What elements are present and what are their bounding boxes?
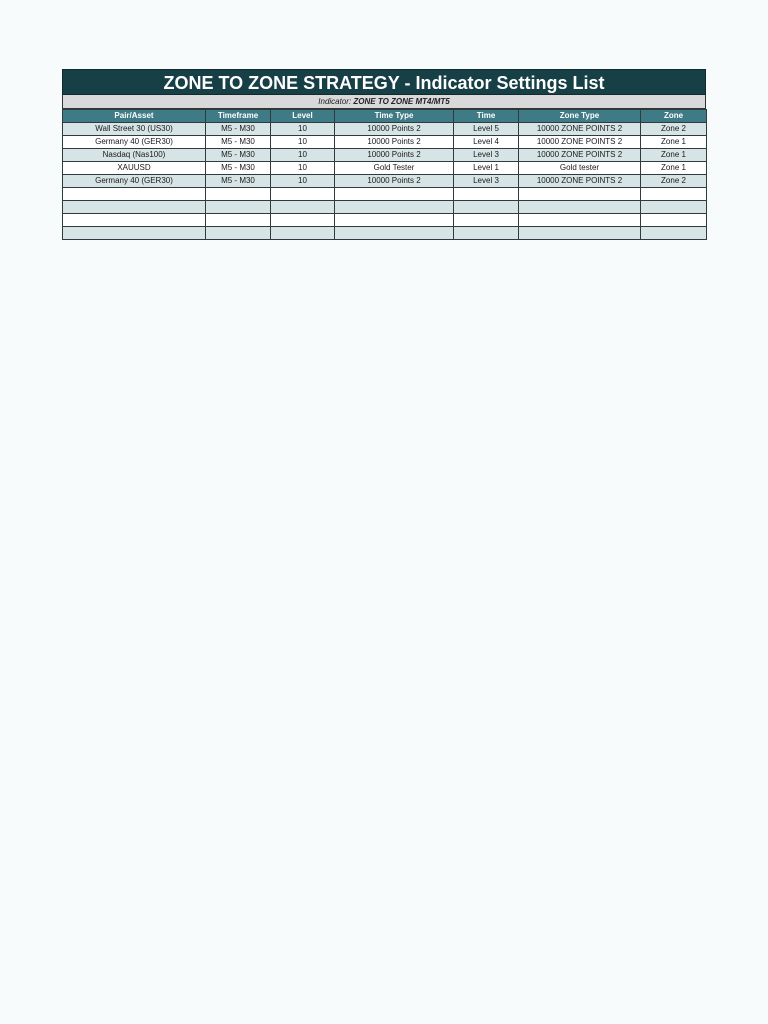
table-row bbox=[63, 123, 707, 136]
cell-pair-asset bbox=[63, 188, 206, 201]
cell-zone-type bbox=[519, 214, 641, 227]
cell-time: Level 3 bbox=[454, 175, 519, 188]
cell-zone-type: 10000 ZONE POINTS 2 bbox=[519, 175, 641, 188]
cell-zone: Zone 1 bbox=[641, 162, 707, 175]
cell-time-type bbox=[335, 227, 454, 240]
cell-pair-asset: Wall Street 30 (US30) bbox=[63, 123, 206, 136]
cell-time-type: 10000 Points 2 bbox=[335, 149, 454, 162]
cell-level bbox=[271, 214, 335, 227]
cell-level: 10 bbox=[271, 123, 335, 136]
cell-time-type: 10000 Points 2 bbox=[335, 123, 454, 136]
cell-timeframe bbox=[206, 214, 271, 227]
header-row bbox=[63, 110, 707, 123]
cell-zone-type: 10000 ZONE POINTS 2 bbox=[519, 136, 641, 149]
cell-level: 10 bbox=[271, 149, 335, 162]
cell-level bbox=[271, 227, 335, 240]
table-row bbox=[63, 175, 707, 188]
cell-timeframe bbox=[206, 227, 271, 240]
cell-time: Level 5 bbox=[454, 123, 519, 136]
cell-zone-type bbox=[519, 201, 641, 214]
cell-level bbox=[271, 188, 335, 201]
cell-pair-asset: XAUUSD bbox=[63, 162, 206, 175]
cell-pair-asset bbox=[63, 201, 206, 214]
cell-time-type bbox=[335, 201, 454, 214]
cell-zone-type bbox=[519, 188, 641, 201]
cell-time: Level 4 bbox=[454, 136, 519, 149]
cell-pair-asset bbox=[63, 227, 206, 240]
table-row-empty bbox=[63, 214, 707, 227]
cell-time: Level 3 bbox=[454, 149, 519, 162]
cell-pair-asset bbox=[63, 214, 206, 227]
cell-time bbox=[454, 214, 519, 227]
cell-time bbox=[454, 201, 519, 214]
cell-time bbox=[454, 227, 519, 240]
cell-timeframe: M5 - M30 bbox=[206, 123, 271, 136]
table-row-empty bbox=[63, 188, 707, 201]
indicator-subtitle bbox=[62, 95, 706, 109]
cell-level: 10 bbox=[271, 136, 335, 149]
column-header-pair-asset: Pair/Asset bbox=[63, 110, 206, 123]
cell-zone: Zone 1 bbox=[641, 136, 707, 149]
cell-time-type bbox=[335, 214, 454, 227]
table-row bbox=[63, 162, 707, 175]
table-row-empty bbox=[63, 227, 707, 240]
table-row bbox=[63, 136, 707, 149]
cell-zone-type: 10000 ZONE POINTS 2 bbox=[519, 123, 641, 136]
column-header-zone-type: Zone Type bbox=[519, 110, 641, 123]
cell-pair-asset: Germany 40 (GER30) bbox=[63, 136, 206, 149]
table-row bbox=[63, 149, 707, 162]
sheet-title: ZONE TO ZONE STRATEGY - Indicator Settings List bbox=[62, 69, 706, 95]
column-header-zone: Zone bbox=[641, 110, 707, 123]
cell-zone: Zone 2 bbox=[641, 175, 707, 188]
cell-timeframe: M5 - M30 bbox=[206, 136, 271, 149]
cell-zone-type: 10000 ZONE POINTS 2 bbox=[519, 149, 641, 162]
cell-zone-type: Gold tester bbox=[519, 162, 641, 175]
cell-zone-type bbox=[519, 227, 641, 240]
cell-level: 10 bbox=[271, 162, 335, 175]
column-header-time-type: Time Type bbox=[335, 110, 454, 123]
cell-zone bbox=[641, 188, 707, 201]
cell-zone bbox=[641, 201, 707, 214]
column-header-time: Time bbox=[454, 110, 519, 123]
cell-time: Level 1 bbox=[454, 162, 519, 175]
table-row-empty bbox=[63, 201, 707, 214]
column-header-level: Level bbox=[271, 110, 335, 123]
cell-pair-asset: Nasdaq (Nas100) bbox=[63, 149, 206, 162]
cell-time-type bbox=[335, 188, 454, 201]
cell-zone bbox=[641, 214, 707, 227]
indicator-name: ZONE TO ZONE MT4/MT5 bbox=[353, 97, 450, 106]
settings-sheet bbox=[62, 69, 706, 240]
cell-timeframe: M5 - M30 bbox=[206, 149, 271, 162]
cell-pair-asset: Germany 40 (GER30) bbox=[63, 175, 206, 188]
cell-level: 10 bbox=[271, 175, 335, 188]
cell-time bbox=[454, 188, 519, 201]
cell-timeframe: M5 - M30 bbox=[206, 175, 271, 188]
settings-table bbox=[62, 109, 707, 240]
cell-timeframe: M5 - M30 bbox=[206, 162, 271, 175]
cell-timeframe bbox=[206, 201, 271, 214]
cell-timeframe bbox=[206, 188, 271, 201]
cell-time-type: Gold Tester bbox=[335, 162, 454, 175]
cell-zone: Zone 2 bbox=[641, 123, 707, 136]
indicator-label: Indicator: bbox=[318, 97, 354, 106]
column-header-timeframe: Timeframe bbox=[206, 110, 271, 123]
cell-level bbox=[271, 201, 335, 214]
cell-zone: Zone 1 bbox=[641, 149, 707, 162]
cell-time-type: 10000 Points 2 bbox=[335, 175, 454, 188]
cell-zone bbox=[641, 227, 707, 240]
cell-time-type: 10000 Points 2 bbox=[335, 136, 454, 149]
